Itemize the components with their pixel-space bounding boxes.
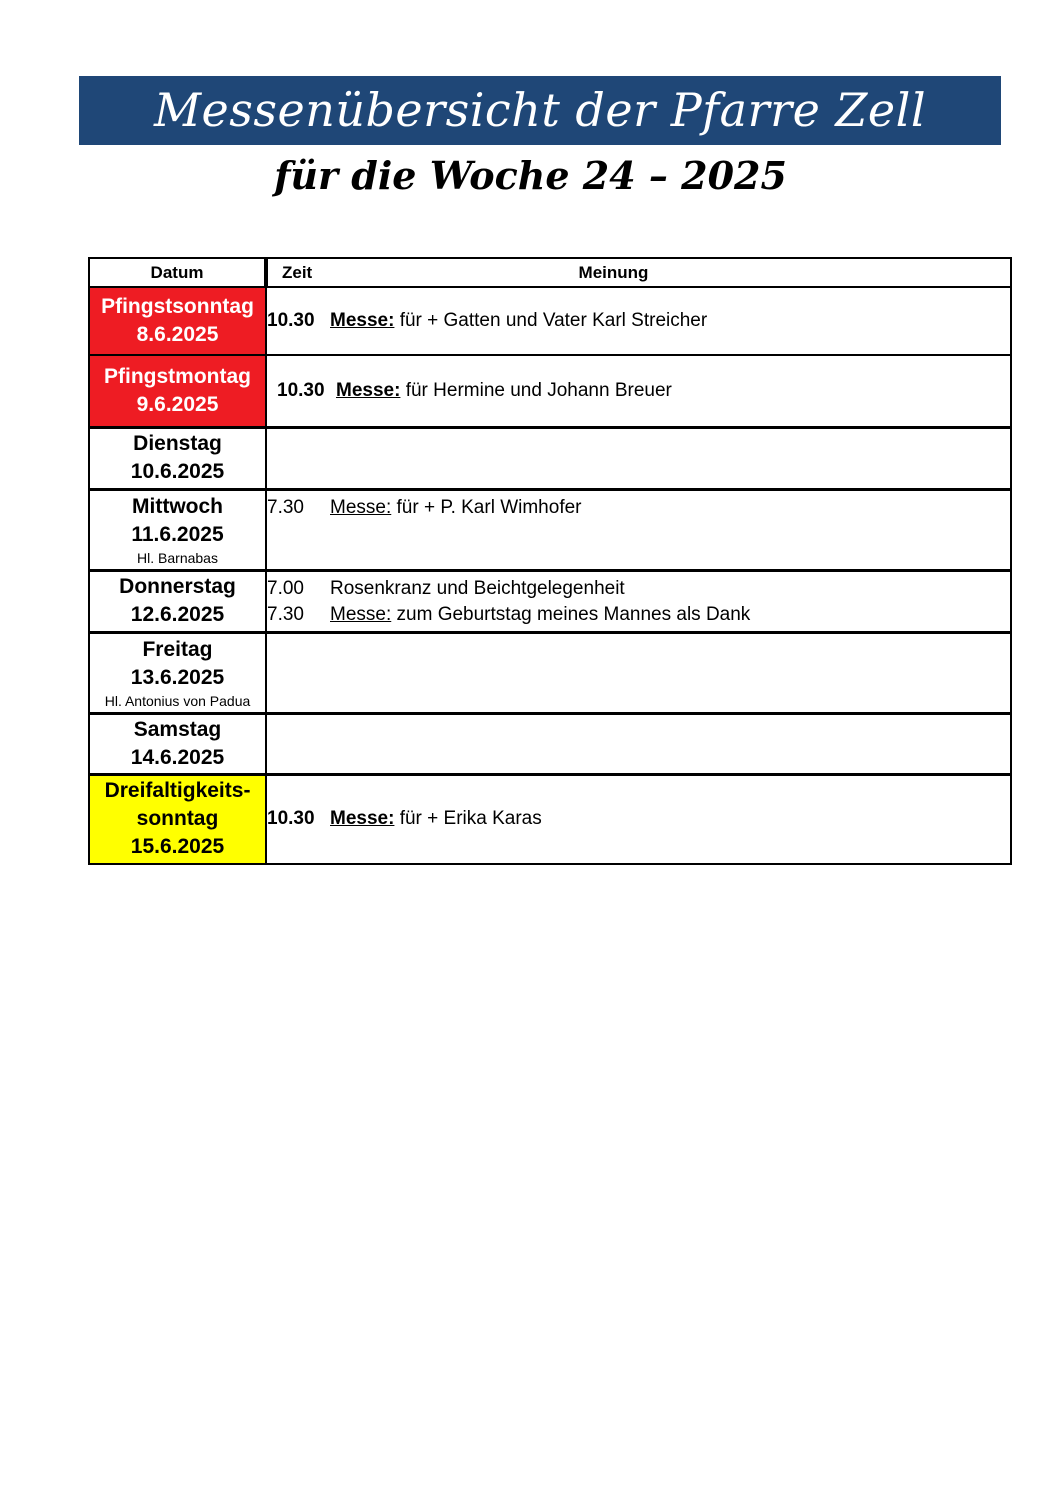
weekday: Dienstag: [133, 432, 222, 455]
date-cell: [89, 427, 266, 489]
mass-cell: [266, 427, 1011, 489]
weekday: Samstag: [133, 717, 222, 741]
mass-entry: 10.30 Messe: für + Gatten und Vater Karl Streicher: [267, 310, 708, 331]
date: 8.6.2025: [136, 323, 219, 346]
date-cell: [89, 774, 266, 864]
mass-cell: [266, 287, 1011, 355]
date-cell: [89, 489, 266, 570]
weekday: Pfingstmontag: [104, 364, 251, 388]
date-cell: [89, 570, 266, 632]
mass-cell: [266, 570, 1011, 632]
date-cell: [89, 355, 266, 427]
table-row: [89, 427, 1011, 489]
table-row: [89, 489, 1011, 570]
date: 14.6.2025: [130, 745, 225, 769]
mass-schedule-table: [88, 257, 1012, 865]
date: 12.6.2025: [130, 603, 225, 626]
mass-cell: [266, 713, 1011, 774]
date-cell: [89, 713, 266, 774]
table-row: [89, 713, 1011, 774]
mass-cell: [266, 489, 1011, 570]
weekday: Mittwoch: [132, 494, 223, 518]
mass-cell: [266, 632, 1011, 713]
table-row: [89, 287, 1011, 355]
column-header-meinung: Meinung: [337, 258, 1011, 287]
mass-cell: [266, 355, 1011, 427]
weekday: sonntag: [136, 807, 219, 831]
date: 9.6.2025: [136, 392, 219, 416]
saint-name: Hl. Barnabas: [137, 549, 218, 566]
week-subtitle: für die Woche 24 – 2025: [274, 153, 787, 198]
weekday: Donnerstag: [119, 575, 236, 598]
mass-cell: [266, 774, 1011, 864]
date: 13.6.2025: [130, 665, 225, 689]
date-cell: [89, 287, 266, 355]
column-header-datum: Datum: [89, 258, 266, 287]
mass-entry: 7.30 Messe: zum Geburtstag meines Mannes als Dank: [267, 603, 751, 625]
date-cell: [89, 632, 266, 713]
mass-entry: 10.30 Messe: für + Erika Karas: [267, 808, 542, 830]
page-title: Messenübersicht der Pfarre Zell: [153, 83, 927, 137]
date: 15.6.2025: [130, 835, 225, 859]
date: 11.6.2025: [131, 522, 224, 546]
date: 10.6.2025: [130, 460, 225, 483]
weekday: Freitag: [142, 637, 213, 661]
table-row: [89, 632, 1011, 713]
weekday: Pfingstsonntag: [101, 295, 254, 318]
saint-name: Hl. Antonius von Padua: [104, 692, 251, 709]
table-header-row: [89, 258, 1011, 287]
weekday: Dreifaltigkeits-: [104, 779, 251, 803]
mass-entry: 7.30 Messe: für + P. Karl Wimhofer: [267, 496, 582, 518]
table-row: [89, 774, 1011, 864]
rosary-entry: 7.00 Rosenkranz und Beichtgelegenheit: [267, 577, 625, 599]
table-row: [89, 355, 1011, 427]
page-title-banner: [79, 76, 1001, 145]
mass-entry: 10.30 Messe: für Hermine und Johann Breuer: [277, 379, 672, 401]
column-header-zeit: Zeit: [266, 258, 337, 287]
table-row: [89, 570, 1011, 632]
